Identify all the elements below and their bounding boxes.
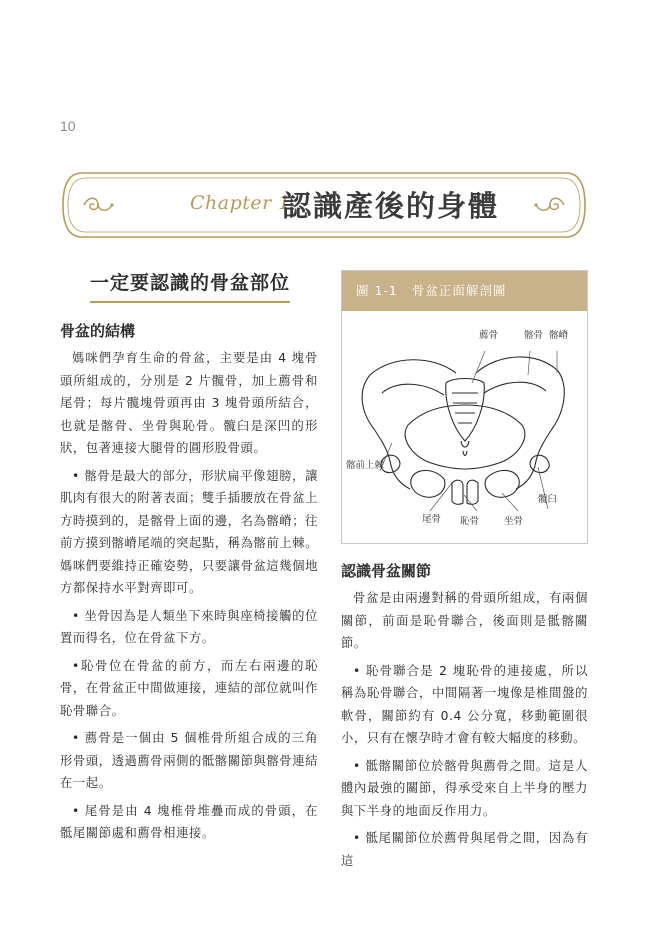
ornament-left-icon — [80, 194, 116, 216]
ornament-right-icon — [532, 194, 568, 216]
label-ischium: 坐骨 — [504, 516, 524, 527]
section-title: 一定要認識的骨盆部位 — [90, 268, 290, 303]
figure-title: 骨盆正面解剖圖 — [411, 283, 507, 298]
bullet-paragraph: • 骶髂關節位於髂骨與薦骨之間。這是人體內最強的關節，得承受來自上半身的壓力與下半身的地面反作用力。 — [341, 758, 588, 818]
bullet-paragraph: • 尾骨是由 4 塊椎骨堆疊而成的骨頭，在骶尾關節處和薦骨相連接。 — [60, 803, 318, 840]
subhead-pelvis-structure: 骨盆的結構 — [60, 322, 136, 340]
label-sacrum: 薦骨 — [479, 330, 499, 341]
label-ilium: 髂骨 — [524, 330, 544, 341]
paragraph: 媽咪們孕育生命的骨盆，主要是由 4 塊骨頭所組成的，分別是 2 片髖骨，加上薦骨和尾骨；每片髖塊骨頭再由 3 塊骨頭所結合，也就是髂骨、坐骨與恥骨。髖臼是深凹的形狀，包著連接大腿骨的圓形股骨頭。 — [60, 351, 318, 455]
label-acetabulum: 髖臼 — [538, 494, 558, 505]
label-coccyx: 尾骨 — [422, 514, 442, 525]
figure-number: 圖 1-1 — [356, 283, 398, 298]
bullet-paragraph: • 骶尾關節位於薦骨與尾骨之間，因為有這 — [341, 831, 588, 868]
bullet-paragraph: •恥骨位在骨盆的前方，而左右兩邊的恥骨，在骨盆正中間做連接，連結的部位就叫作恥骨聯合。 — [60, 658, 318, 718]
chapter-label: Chapter 1 — [190, 192, 291, 214]
right-column — [341, 270, 588, 872]
left-column — [60, 268, 318, 845]
bullet-paragraph: • 薦骨是一個由 5 個椎骨所組合成的三角形骨頭，透過薦骨兩側的骶髂關節與髂骨連結在一起。 — [60, 731, 318, 790]
chapter-title: 認識產後的身體 — [282, 189, 500, 223]
label-asis: 髂前上棘 — [346, 460, 385, 471]
label-pubis: 恥骨 — [460, 516, 480, 527]
bullet-paragraph: • 髂骨是最大的部分，形狀扁平像翅膀，讓肌肉有很大的附著表面；雙手插腰放在骨盆上方時摸到的，是髂骨上面的邊，名為髂嵴；往前方摸到髂嵴尾端的突起點，稱為髂前上棘。媽咪們要維持正確姿勢，只要讓骨盆這幾個地方都保持水平對齊即可。 — [60, 468, 318, 595]
bullet-paragraph: • 坐骨因為是人類坐下來時與座椅接觸的位置而得名，位在骨盆下方。 — [60, 608, 318, 645]
bullet-paragraph: • 恥骨聯合是 2 塊恥骨的連接處，所以稱為恥骨聯合，中間隔著一塊像是椎間盤的軟骨，關節約有 0.4 公分寬，移動範圍很小，只有在懷孕時才會有較大幅度的移動。 — [341, 663, 588, 745]
page-number: 10 — [60, 118, 76, 134]
chapter-banner — [60, 170, 588, 240]
figure-caption — [342, 271, 587, 311]
label-iliac-crest: 髂嵴 — [549, 330, 569, 341]
subhead-pelvis-joints: 認識骨盆關節 — [341, 562, 432, 580]
figure-box — [341, 270, 588, 544]
paragraph: 骨盆是由兩邊對稱的骨頭所組成，有兩個關節，前面是恥骨聯合，後面則是骶髂關節。 — [341, 591, 588, 650]
